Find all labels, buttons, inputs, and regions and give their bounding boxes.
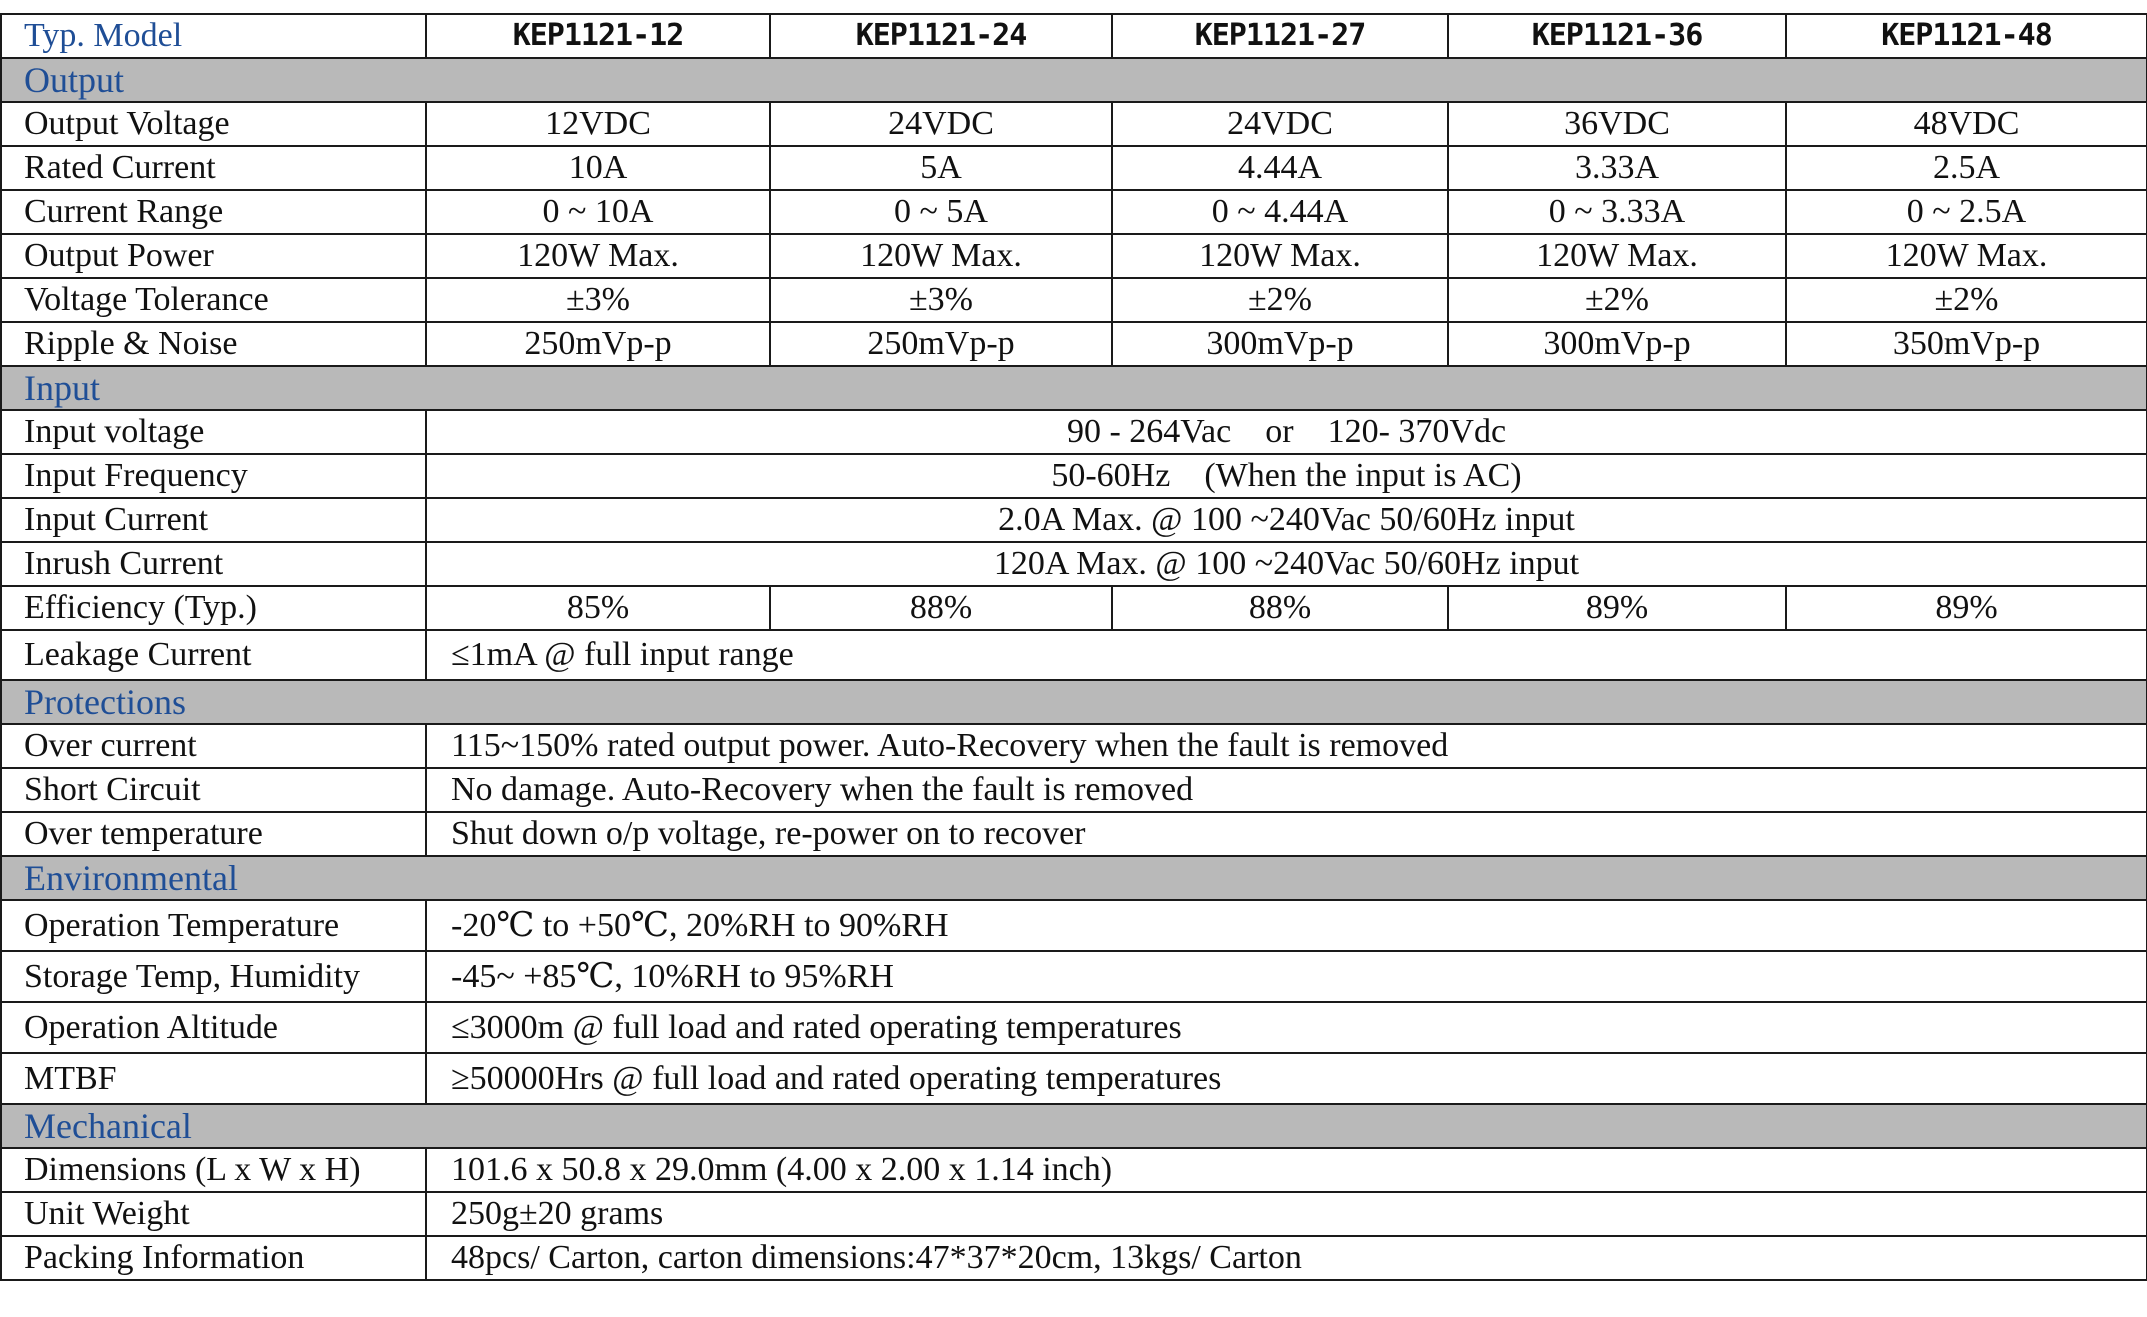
table-row [1,768,2147,812]
model-name: KEP1121-12 [426,14,770,58]
table-row [1,146,2147,190]
table-row [1,498,2147,542]
row-label: Input Current [1,498,426,542]
row-label: Input Frequency [1,454,426,498]
table-row [1,278,2147,322]
model-name: KEP1121-36 [1448,14,1786,58]
table-cell: 48VDC [1786,102,2147,146]
table-cell: 2.0A Max. @ 100 ~240Vac 50/60Hz input [426,498,2147,542]
section-title: Mechanical [1,1104,2147,1148]
table-cell: 115~150% rated output power. Auto-Recovery when the fault is removed [426,724,2147,768]
model-name: KEP1121-48 [1786,14,2147,58]
row-label: Operation Temperature [1,900,426,951]
section-title: Environmental [1,856,2147,900]
spec-table [0,13,2147,1281]
table-row [1,1002,2147,1053]
row-label: Efficiency (Typ.) [1,586,426,630]
table-cell: 120W Max. [1448,234,1786,278]
table-row [1,1192,2147,1236]
row-label: MTBF [1,1053,426,1104]
table-cell: 120W Max. [770,234,1112,278]
row-label: Inrush Current [1,542,426,586]
table-cell: 50-60Hz (When the input is AC) [426,454,2147,498]
table-cell: 300mVp-p [1448,322,1786,366]
row-label: Short Circuit [1,768,426,812]
section-input [1,366,2147,410]
table-cell: 4.44A [1112,146,1448,190]
table-row [1,724,2147,768]
table-cell: 89% [1448,586,1786,630]
row-label: Current Range [1,190,426,234]
row-label: Output Power [1,234,426,278]
table-row [1,630,2147,680]
section-environmental [1,856,2147,900]
model-name: KEP1121-27 [1112,14,1448,58]
table-row [1,454,2147,498]
model-name: KEP1121-24 [770,14,1112,58]
section-mechanical [1,1104,2147,1148]
table-cell: 89% [1786,586,2147,630]
table-cell: ±2% [1448,278,1786,322]
table-cell: No damage. Auto-Recovery when the fault is removed [426,768,2147,812]
table-cell: 0 ~ 2.5A [1786,190,2147,234]
table-cell: 120W Max. [1786,234,2147,278]
table-cell: 90 - 264Vac or 120- 370Vdc [426,410,2147,454]
table-cell: 350mVp-p [1786,322,2147,366]
table-cell: 5A [770,146,1112,190]
table-cell: 88% [1112,586,1448,630]
table-cell: -20℃ to +50℃, 20%RH to 90%RH [426,900,2147,951]
row-label: Storage Temp, Humidity [1,951,426,1002]
row-label: Leakage Current [1,630,426,680]
row-label: Input voltage [1,410,426,454]
table-cell: 250g±20 grams [426,1192,2147,1236]
section-title: Input [1,366,2147,410]
table-cell: ±2% [1112,278,1448,322]
table-cell: 3.33A [1448,146,1786,190]
row-label: Ripple & Noise [1,322,426,366]
table-row [1,1148,2147,1192]
table-cell: 250mVp-p [770,322,1112,366]
table-row [1,322,2147,366]
row-label: Over current [1,724,426,768]
table-cell: ≤1mA @ full input range [426,630,2147,680]
table-cell: 10A [426,146,770,190]
table-cell: ±3% [770,278,1112,322]
table-cell: 0 ~ 5A [770,190,1112,234]
table-row [1,1053,2147,1104]
section-protections [1,680,2147,724]
table-cell: 12VDC [426,102,770,146]
table-row [1,1236,2147,1280]
section-output [1,58,2147,102]
table-cell: 101.6 x 50.8 x 29.0mm (4.00 x 2.00 x 1.14 inch) [426,1148,2147,1192]
table-row [1,190,2147,234]
row-label: Over temperature [1,812,426,856]
section-title: Protections [1,680,2147,724]
row-label: Packing Information [1,1236,426,1280]
table-cell: 24VDC [770,102,1112,146]
table-row [1,410,2147,454]
table-row [1,951,2147,1002]
row-label: Operation Altitude [1,1002,426,1053]
table-cell: 0 ~ 10A [426,190,770,234]
table-cell: 120W Max. [1112,234,1448,278]
table-cell: -45~ +85℃, 10%RH to 95%RH [426,951,2147,1002]
row-label: Output Voltage [1,102,426,146]
table-cell: ±2% [1786,278,2147,322]
table-cell: 300mVp-p [1112,322,1448,366]
table-row [1,234,2147,278]
table-cell: 120A Max. @ 100 ~240Vac 50/60Hz input [426,542,2147,586]
table-cell: 85% [426,586,770,630]
row-label: Rated Current [1,146,426,190]
section-title: Output [1,58,2147,102]
table-cell: 24VDC [1112,102,1448,146]
table-cell: 0 ~ 4.44A [1112,190,1448,234]
table-row [1,542,2147,586]
table-cell: 36VDC [1448,102,1786,146]
table-cell: 2.5A [1786,146,2147,190]
table-cell: 120W Max. [426,234,770,278]
table-cell: Shut down o/p voltage, re-power on to recover [426,812,2147,856]
row-label: Voltage Tolerance [1,278,426,322]
table-cell: ≤3000m @ full load and rated operating temperatures [426,1002,2147,1053]
typ-model-label: Typ. Model [1,14,426,58]
table-cell: ±3% [426,278,770,322]
table-row [1,102,2147,146]
table-cell: 48pcs/ Carton, carton dimensions:47*37*20cm, 13kgs/ Carton [426,1236,2147,1280]
row-label: Dimensions (L x W x H) [1,1148,426,1192]
row-label: Unit Weight [1,1192,426,1236]
table-row [1,586,2147,630]
table-cell: ≥50000Hrs @ full load and rated operating temperatures [426,1053,2147,1104]
table-cell: 0 ~ 3.33A [1448,190,1786,234]
table-cell: 88% [770,586,1112,630]
table-row [1,812,2147,856]
model-header-row [1,14,2147,58]
table-cell: 250mVp-p [426,322,770,366]
table-row [1,900,2147,951]
